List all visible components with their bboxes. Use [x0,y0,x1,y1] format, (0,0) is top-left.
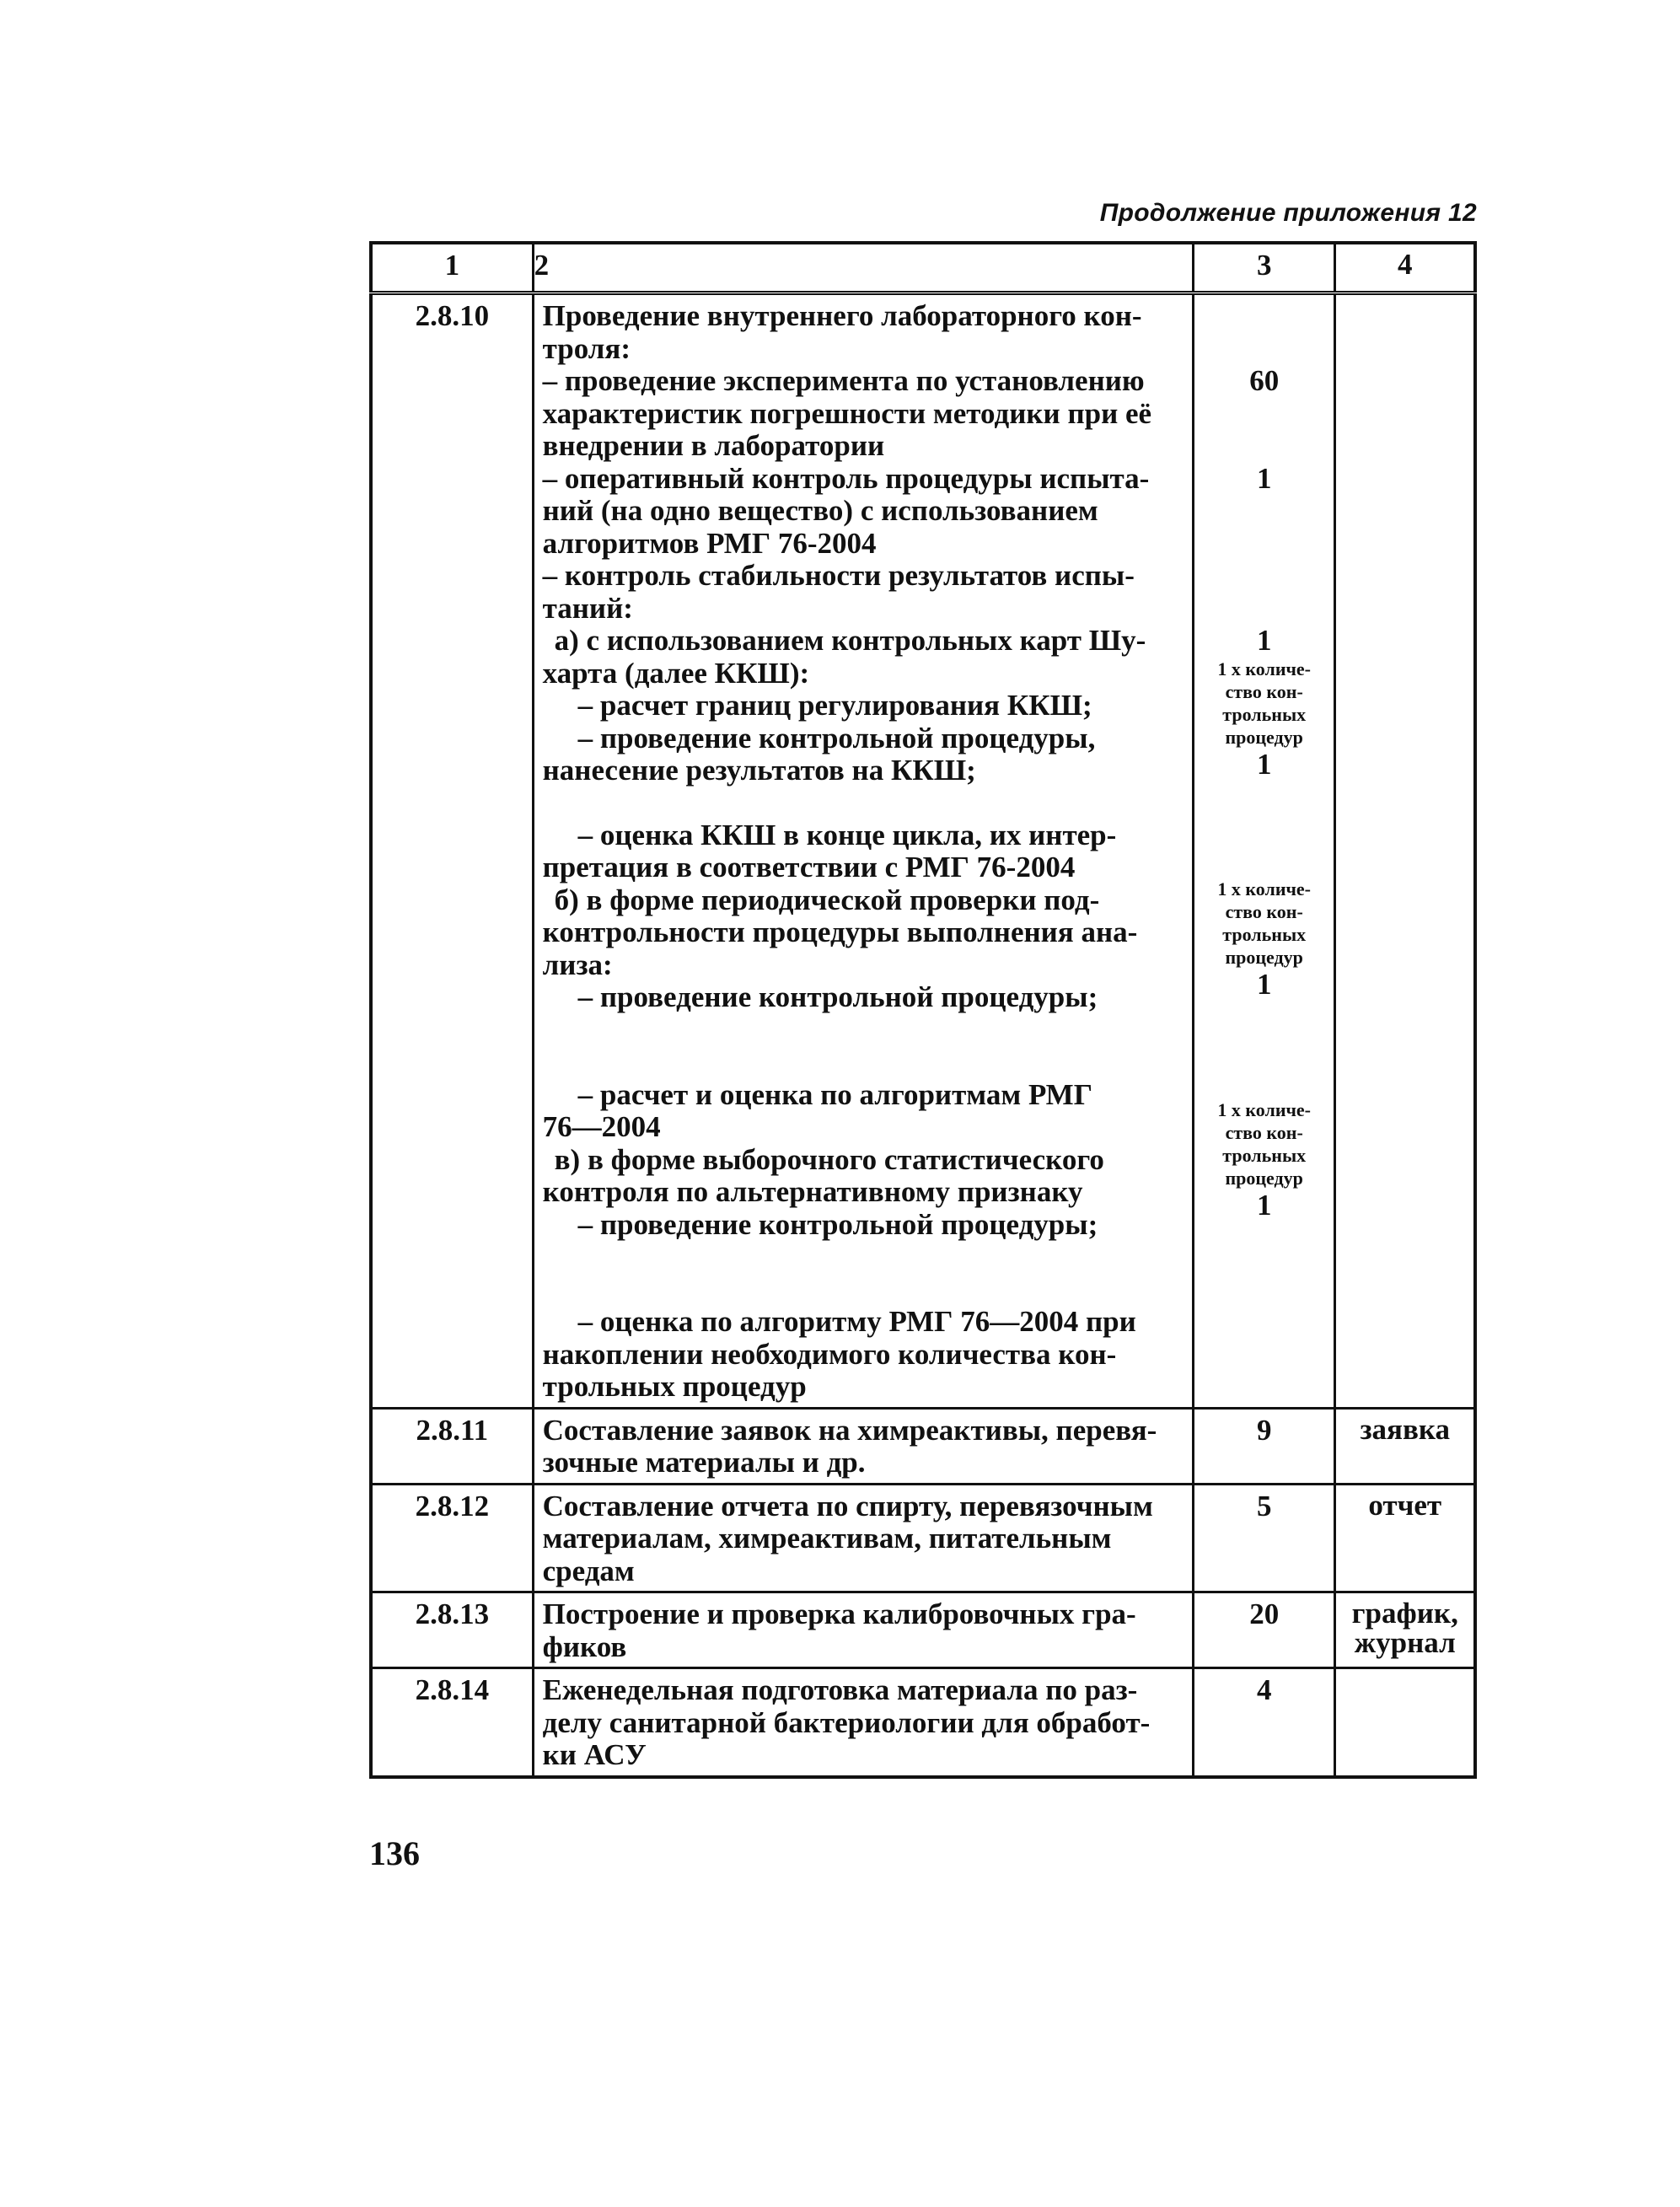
description-line: – расчет и оценка по алгоритмам РМГ [577,1077,1092,1111]
description-line: – проведение контрольной процедуры, [577,721,1096,754]
description-spacer [543,1241,1184,1306]
note-line: график, [1351,1597,1458,1630]
column-header-4: 4 [1335,243,1475,293]
value-sampling-procedure: ство кон- [1225,1121,1303,1143]
value-sampling-procedure: трольных [1222,1144,1307,1166]
value-spacer [1198,300,1331,365]
column-header-1: 1 [371,243,533,293]
workload-table-container [369,241,1477,1779]
note-line: журнал [1354,1626,1456,1659]
description-line: б) в форме периодической проверки под- [554,883,1100,916]
description-line: материалам, химреактивам, питательным [542,1522,1112,1555]
description-line: делу санитарной бактериологии для обработ- [542,1705,1151,1739]
value-applying: трольных [1222,703,1307,725]
description-line: Составление отчета по спирту, перевязочным [542,1489,1153,1522]
description-line: лиза: [542,948,613,981]
description-line: – проведение контрольной процедуры; [577,980,1098,1013]
row-description [533,1408,1193,1484]
description-line: 76—2004 [542,1110,661,1143]
description-line: ки АСУ [542,1738,647,1771]
table-row-2-8-13 [371,1592,1475,1668]
column-header-2: 2 [533,243,1193,293]
row-time-value: 5 [1193,1484,1335,1592]
description-line: контрольности процедуры выполнения ана- [542,916,1138,948]
description-line: накоплении необходимого количества кон- [542,1337,1117,1371]
description-line: Составление заявок на химреактивы, перевя- [542,1413,1157,1447]
value-periodic-procedure: 1 х количе- [1217,878,1311,899]
row-description [533,1668,1193,1777]
description-line: а) с использованием контрольных карт Шу- [554,624,1146,657]
value-applying: процедур [1225,726,1303,748]
table-row-2-8-11 [371,1408,1475,1484]
row-time-value: 9 [1193,1408,1335,1484]
row-number: 2.8.10 [371,293,533,1409]
table-row-2-8-10 [371,293,1475,1409]
row-time-value: 4 [1193,1668,1335,1777]
value-periodic-procedure: трольных [1222,924,1307,945]
description-line: алгоритмов РМГ 76-2004 [542,526,877,560]
description-line: харта (далее ККШ): [542,656,810,690]
description-line: зочные материалы и др. [542,1446,866,1479]
description-line: ний (на одно вещество) с использованием [542,494,1098,527]
column-header-3: 3 [1193,243,1335,293]
description-line: – оперативный контроль процедуры испыта- [542,461,1150,495]
table-row-2-8-12 [371,1484,1475,1592]
value-periodic-procedure: ство кон- [1225,901,1303,922]
value-periodic-estimate: 1 [1256,968,1272,1001]
description-spacer [543,787,1184,819]
value-operative-control: 1 [1256,461,1272,495]
row-number: 2.8.11 [371,1408,533,1484]
description-line: контроля по альтернативному признаку [542,1175,1083,1208]
page-number: 136 [369,1834,420,1872]
value-spacer [1198,495,1331,625]
description-line: – расчет границ регулирования ККШ; [577,689,1092,722]
row-number: 2.8.14 [371,1668,533,1777]
table-header-row [371,243,1475,293]
row-number: 2.8.13 [371,1592,533,1668]
description-spacer [543,1014,1184,1079]
description-line: Построение и проверка калибровочных гра- [542,1598,1136,1630]
continuation-heading: Продолжение приложения 12 [1099,199,1477,227]
value-spacer [1198,1001,1331,1098]
description-line: – оценка ККШ в конце цикла, их интер- [577,818,1117,851]
row-note [1335,1668,1475,1777]
description-line: претация в соответствии с РМГ 76-2004 [542,851,1076,883]
value-spacer [1198,781,1331,878]
description-line: – проведение эксперимента по установлению [542,364,1145,397]
row-note [1335,293,1475,1409]
row-number: 2.8.12 [371,1484,533,1592]
value-sampling-procedure: 1 х количе- [1217,1098,1311,1120]
description-line: – оценка по алгоритму РМГ 76—2004 при [577,1305,1136,1338]
value-applying: ство кон- [1225,680,1303,702]
row-description [533,293,1193,1409]
row-description [533,1592,1193,1668]
description-line: троля: [542,331,631,365]
value-periodic-procedure: процедур [1225,947,1303,968]
value-experiment: 60 [1249,364,1280,397]
workload-table [369,241,1477,1779]
value-spacer [1198,398,1331,463]
description-line: фиков [542,1630,627,1663]
description-line: трольных процедур [542,1370,807,1403]
description-line: внедрении в лаборатории [542,429,885,462]
value-cycle-estimate: 1 [1256,747,1272,781]
value-sampling-procedure: процедур [1225,1167,1303,1189]
row-description [533,1484,1193,1592]
row-time-value: 20 [1193,1592,1335,1668]
value-sampling-estimate: 1 [1256,1188,1272,1222]
value-applying: 1 х количе- [1217,658,1311,679]
description-line: нанесение результатов на ККШ; [542,754,976,787]
table-row-2-8-14 [371,1668,1475,1777]
description-line: Проведение внутреннего лабораторного кон- [542,299,1142,332]
row-note: заявка [1335,1408,1475,1484]
description-line: характеристик погрешности методики при её [542,396,1152,430]
row-note [1335,1592,1475,1668]
row-time-values [1193,293,1335,1409]
value-boundaries: 1 [1256,624,1272,657]
row-note: отчет [1335,1484,1475,1592]
description-line: средам [542,1554,635,1587]
description-line: в) в форме выборочного статистического [554,1142,1104,1176]
description-line: таний: [542,591,633,625]
description-line: – контроль стабильности результатов испы- [542,559,1135,592]
description-line: – проведение контрольной процедуры; [577,1207,1098,1241]
description-line: Еженедельная подготовка материала по раз- [542,1673,1138,1706]
